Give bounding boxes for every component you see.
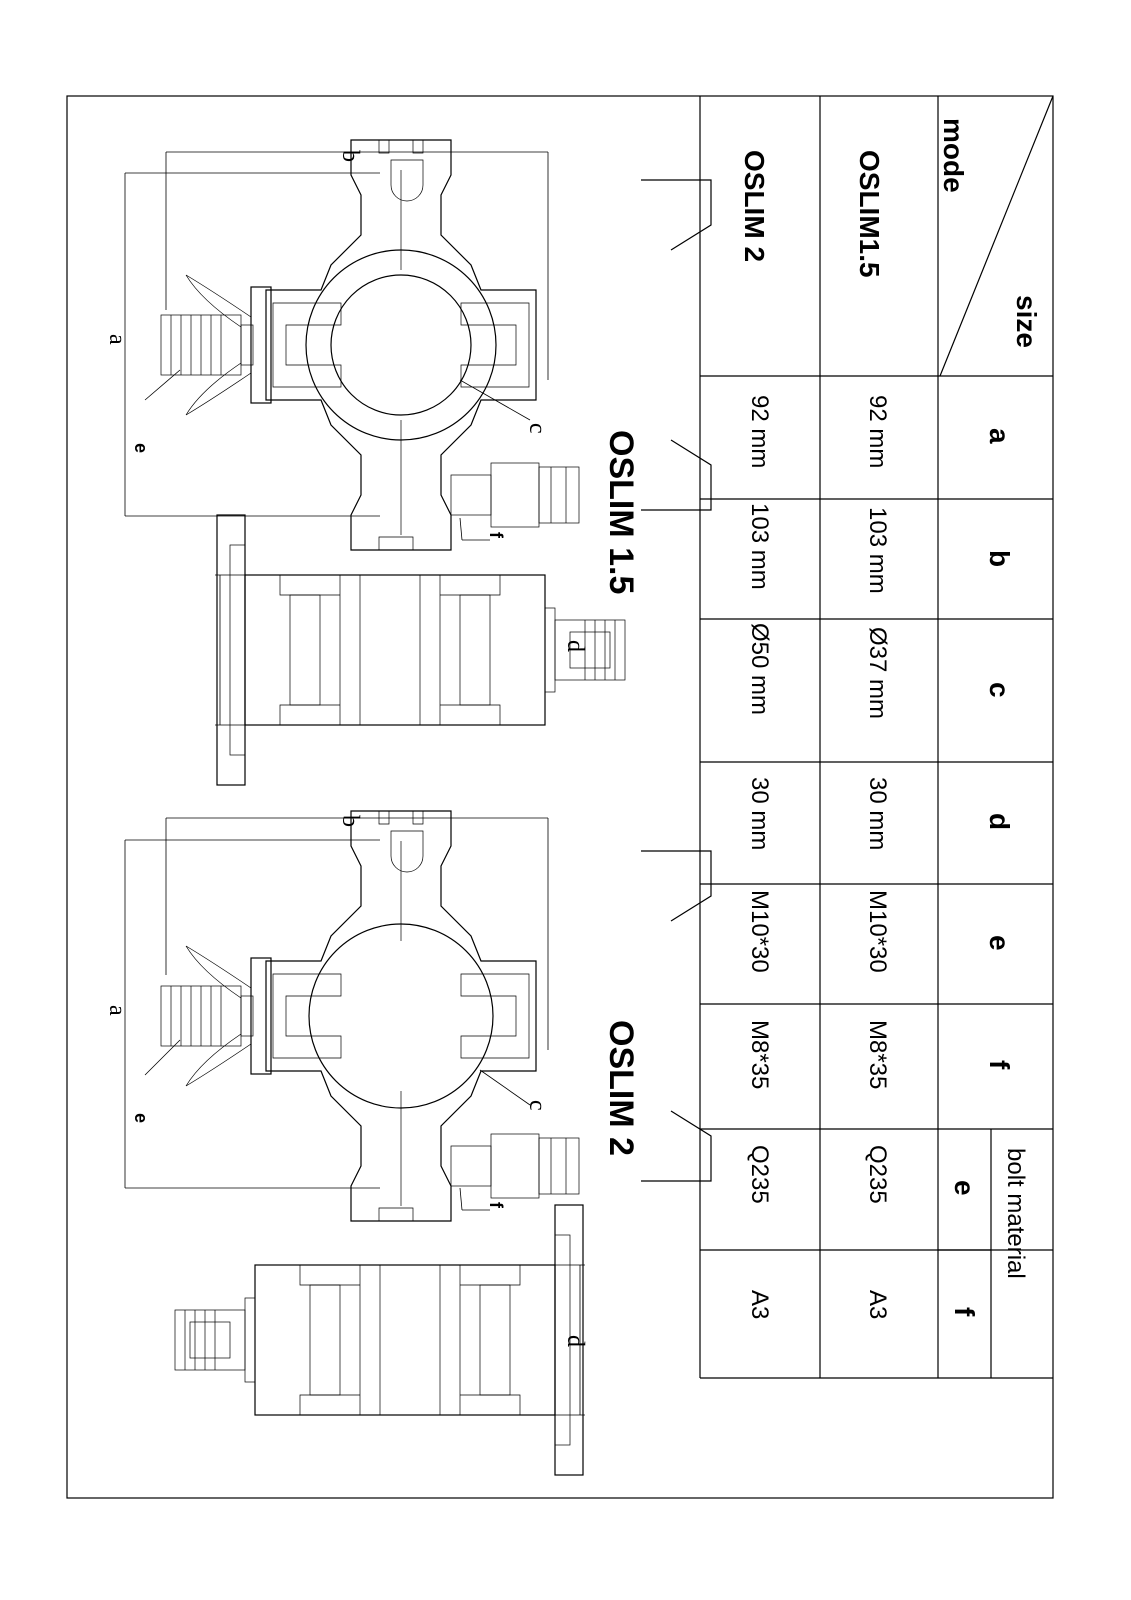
row-header-oslim15: OSLIM1.5 bbox=[854, 150, 885, 278]
cell-oslim2-d: 30 mm bbox=[746, 777, 773, 851]
oslim-1-5-label-e: e bbox=[131, 443, 151, 454]
oslim-1-5-label-a: a bbox=[104, 334, 130, 345]
cell-oslim15-a: 92 mm bbox=[864, 395, 891, 469]
cell-oslim2-c: Ø50 mm bbox=[746, 623, 773, 716]
cell-oslim2-f: M8*35 bbox=[746, 1020, 773, 1090]
col-header-c: c bbox=[984, 682, 1015, 698]
oslim-2-bore bbox=[309, 924, 493, 1108]
spec-table bbox=[700, 96, 1053, 1378]
title-oslim-2: OSLIM 2 bbox=[602, 1020, 640, 1157]
cell-oslim15-bolt-f: A3 bbox=[864, 1290, 891, 1320]
oslim-2-label-e: e bbox=[131, 1113, 151, 1124]
cell-oslim2-b: 103 mm bbox=[746, 503, 773, 590]
oslim-1-5-label-d: d bbox=[562, 640, 588, 652]
cell-oslim15-d: 30 mm bbox=[864, 777, 891, 851]
col-header-e: e bbox=[984, 935, 1015, 951]
cell-oslim15-e: M10*30 bbox=[864, 890, 891, 973]
col-header-b: b bbox=[984, 550, 1015, 568]
title-oslim-1-5: OSLIM 1.5 bbox=[602, 430, 640, 595]
oslim-2-label-b: b bbox=[337, 815, 363, 827]
corner-mode-label: mode bbox=[938, 118, 969, 193]
col-header-bolt-f: f bbox=[949, 1307, 980, 1317]
cell-oslim2-a: 92 mm bbox=[746, 395, 773, 469]
col-header-bolt-material: bolt material bbox=[1002, 1148, 1029, 1279]
oslim-1-5-label-c: c bbox=[524, 423, 550, 434]
sheet-border bbox=[67, 96, 1053, 1498]
oslim-1-5-bore bbox=[331, 275, 471, 415]
oslim-2-side-view bbox=[175, 1205, 585, 1475]
oslim-1-5-label-b: b bbox=[337, 150, 363, 162]
cell-oslim15-bolt-e: Q235 bbox=[864, 1145, 891, 1204]
corner-size-label: size bbox=[1011, 295, 1042, 348]
col-header-a: a bbox=[984, 428, 1015, 444]
col-header-f: f bbox=[984, 1060, 1015, 1070]
cell-oslim15-c: Ø37 mm bbox=[864, 627, 891, 720]
cell-oslim2-bolt-f: A3 bbox=[746, 1290, 773, 1320]
oslim-2-front-view bbox=[161, 811, 711, 1221]
col-header-d: d bbox=[984, 813, 1015, 831]
cell-oslim2-e: M10*30 bbox=[746, 890, 773, 973]
oslim-2-label-c: c bbox=[524, 1100, 550, 1111]
col-header-bolt-e: e bbox=[949, 1180, 980, 1196]
row-header-oslim2: OSLIM 2 bbox=[739, 150, 770, 263]
cell-oslim15-f: M8*35 bbox=[864, 1020, 891, 1090]
oslim-2-label-a: a bbox=[104, 1005, 130, 1016]
oslim-2-label-d: d bbox=[562, 1335, 588, 1347]
oslim-2-label-f: f bbox=[486, 1202, 506, 1208]
cell-oslim15-b: 103 mm bbox=[864, 507, 891, 594]
cell-oslim2-bolt-e: Q235 bbox=[746, 1145, 773, 1204]
oslim-1-5-label-f: f bbox=[486, 532, 506, 538]
